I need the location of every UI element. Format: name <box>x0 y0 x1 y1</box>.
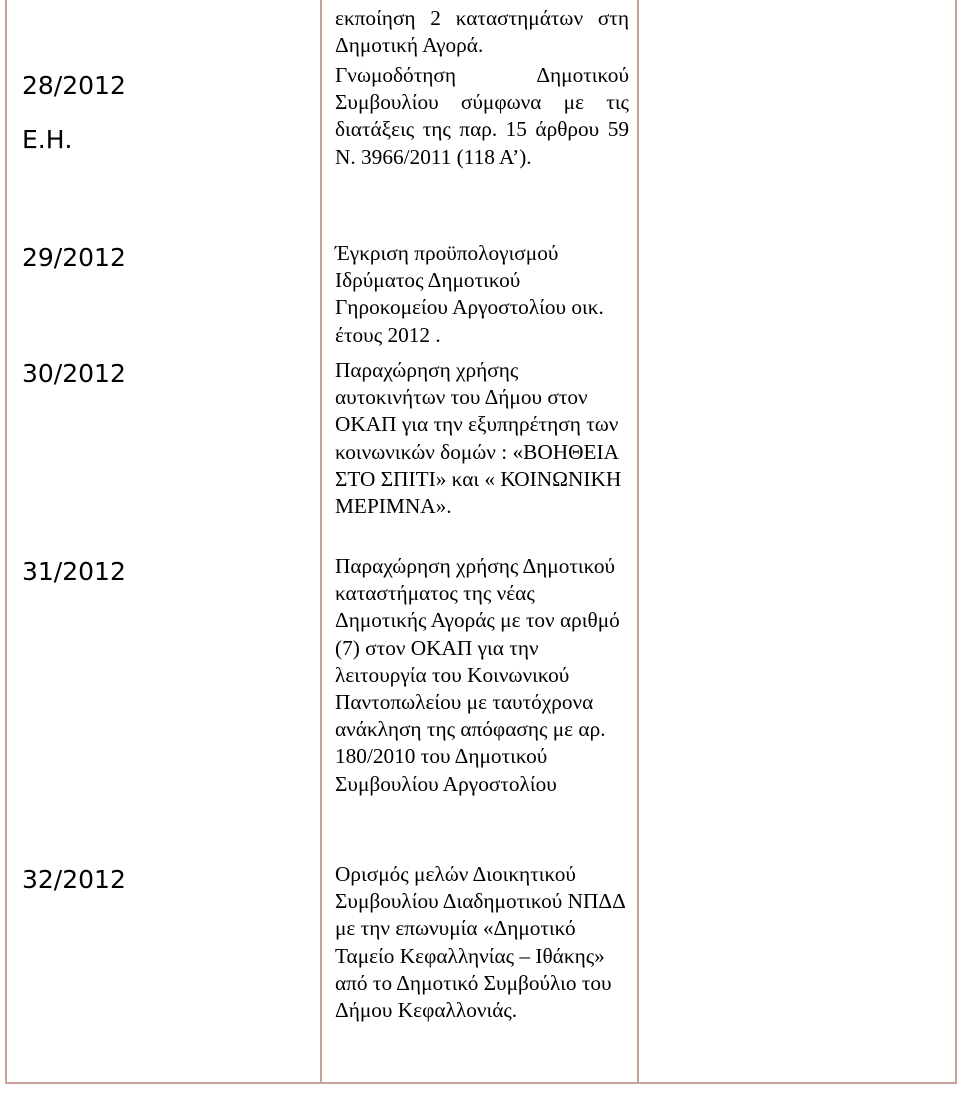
decision-number: 28/2012 <box>22 71 126 100</box>
decision-number: 32/2012 <box>22 865 126 894</box>
decisions-table-wrapper <box>5 0 955 1085</box>
decision-number-cell <box>6 62 321 240</box>
notes-cell <box>638 62 956 240</box>
notes-cell <box>638 553 956 861</box>
decision-description: Έγκριση προϋπολογισμού Ιδρύματος Δημοτικού Γηροκομείου Αργοστολίου οικ. έτους 2012 . <box>335 241 604 347</box>
decision-number-cell <box>6 553 321 861</box>
decision-text-cell <box>321 62 638 240</box>
table-row <box>6 0 956 62</box>
decision-text-cell <box>321 861 638 1083</box>
decision-text-cell <box>321 240 638 357</box>
decision-number-cell <box>6 240 321 357</box>
decision-description: Ορισμός μελών Διοικητικού Συμβουλίου Διαδημοτικού ΝΠΔΔ με την επωνυμία «Δημοτικό Ταμείο Κεφαλληνίας – Ιθάκης» από το Δημοτικό Συμβούλιο του Δήμου Κεφαλλονιάς. <box>335 862 625 1023</box>
decision-subnote: Ε.Η. <box>22 125 73 154</box>
decisions-table <box>5 0 957 1084</box>
table-row <box>6 553 956 861</box>
decision-number: 29/2012 <box>22 243 126 272</box>
decision-description: Παραχώρηση χρήσης Δημοτικού καταστήματος της νέας Δημοτικής Αγοράς με τον αριθμό (7) στον ΟΚΑΠ για την λειτουργία του Κοινωνικού Παντοπωλείου με ταυτόχρονα ανάκληση της απόφασης με αρ. 180/2010 του Δημοτικού Συμβουλίου Αργοστολίου <box>335 554 620 796</box>
decision-number: 30/2012 <box>22 359 126 388</box>
decision-text-cell <box>321 357 638 553</box>
notes-cell <box>638 861 956 1083</box>
decision-number: 31/2012 <box>22 557 126 586</box>
decision-description: Γνωμοδότηση Δημοτικού Συμβουλίου σύμφωνα με τις διατάξεις της παρ. 15 άρθρου 59 Ν. 3966/2011 (118 Α’). <box>335 63 629 169</box>
decision-number-cell <box>6 0 321 62</box>
notes-cell <box>638 357 956 553</box>
decision-description: Παραχώρηση χρήσης αυτοκινήτων του Δήμου στον ΟΚΑΠ για την εξυπηρέτηση των κοινωνικών δομών : «ΒΟΗΘΕΙΑ ΣΤΟ ΣΠΙΤΙ» και « ΚΟΙΝΩΝΙΚΗ ΜΕΡΙΜΝΑ». <box>335 358 622 519</box>
notes-cell <box>638 240 956 357</box>
table-row <box>6 861 956 1083</box>
decision-number-cell <box>6 357 321 553</box>
decision-text-cell <box>321 553 638 861</box>
decision-number-cell <box>6 861 321 1083</box>
table-row <box>6 240 956 357</box>
notes-cell <box>638 0 956 62</box>
decision-description: εκποίηση 2 καταστημάτων στη Δημοτική Αγορά. <box>335 6 629 58</box>
decision-text-cell <box>321 0 638 62</box>
table-row <box>6 62 956 240</box>
table-row <box>6 357 956 553</box>
